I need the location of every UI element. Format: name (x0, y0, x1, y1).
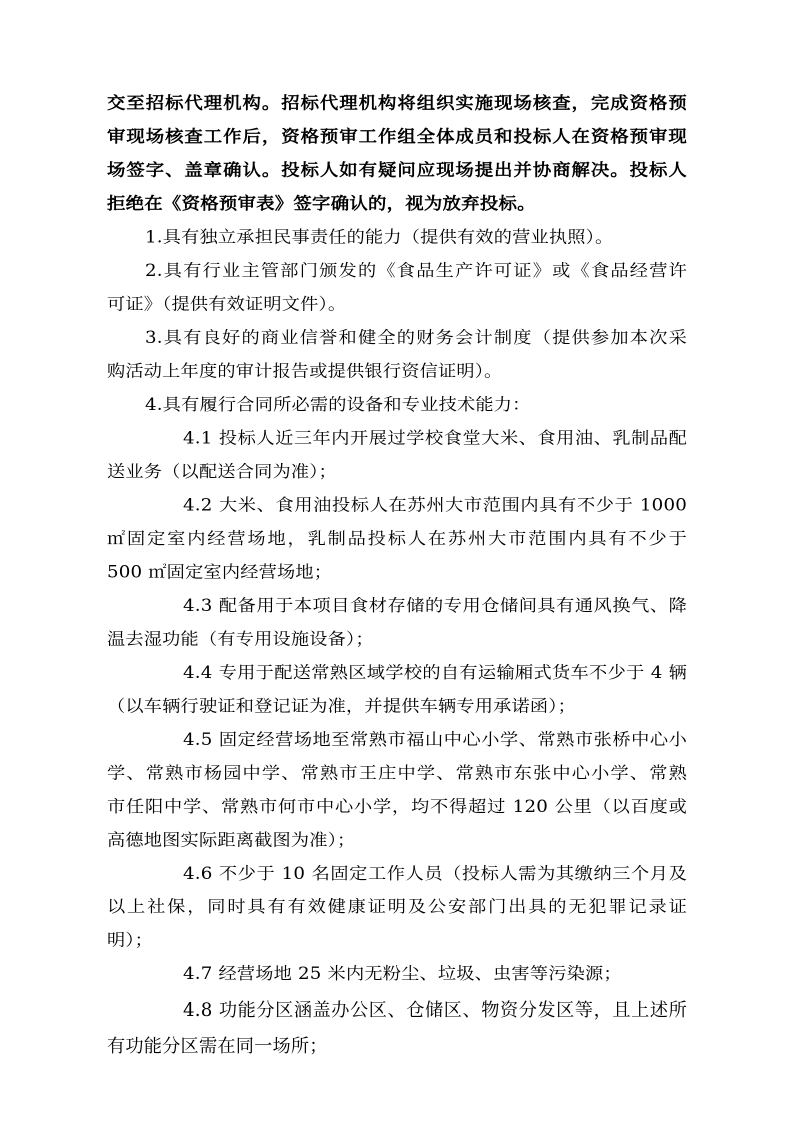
item-2-line-2: 可证》（提供有效证明文件）。 (107, 295, 347, 315)
item-4-8-line-2: 有功能分区需在同一场所； (107, 1036, 328, 1057)
item-4-7-line-1: 4.7 经营场地 25 米内无粉尘、垃圾、虫害等污染源； (183, 964, 622, 984)
item-4-5-line-4: 高德地图实际距离截图为准）； (107, 830, 356, 850)
item-2-line-1: 2.具有行业主管部门颁发的《食品生产许可证》或《食品经营许 (145, 261, 687, 281)
item-4-line-1: 4.具有履行合同所必需的设备和专业技术能力： (145, 395, 531, 415)
item-4-3-line-2: 温去湿功能（有专用设施设备）； (107, 629, 374, 649)
item-4-4-line-2: （以车辆行驶证和登记证为准，并提供车辆专用承诺函）； (107, 696, 576, 716)
item-3-line-1: 3.具有良好的商业信誉和健全的财务会计制度（提供参加本次采 (145, 328, 687, 348)
item-1-line-1: 1.具有独立承担民事责任的能力（提供有效的营业执照）。 (145, 228, 614, 248)
item-4-6-line-2: 以上社保，同时具有有效健康证明及公安部门出具的无犯罪记录证 (107, 897, 687, 917)
item-4-1-line-1: 4.1 投标人近三年内开展过学校食堂大米、食用油、乳制品配 (183, 428, 687, 448)
item-4-3-line-1: 4.3 配备用于本项目食材存储的专用仓储间具有通风换气、降 (183, 596, 687, 616)
item-3-line-2: 购活动上年度的审计报告或提供银行资信证明）。 (107, 362, 503, 382)
intro-line-1: 交至招标代理机构。招标代理机构将组织实施现场核查，完成资格预 (107, 94, 687, 114)
item-4-1-line-2: 送业务（以配送合同为准）； (107, 462, 337, 482)
item-4-5-line-1: 4.5 固定经营场地至常熟市福山中心小学、常熟市张桥中心小 (183, 730, 687, 750)
item-4-5-line-2: 学、常熟市杨园中学、常熟市王庄中学、常熟市东张中心小学、常熟 (107, 763, 687, 783)
item-4-2-line-2: ㎡固定室内经营场地，乳制品投标人在苏州大市范围内具有不少于 (107, 529, 687, 549)
item-4-6-line-1: 4.6 不少于 10 名固定工作人员（投标人需为其缴纳三个月及 (183, 864, 687, 884)
item-4-5-line-3: 市任阳中学、常熟市何市中心小学，均不得超过 120 公里（以百度或 (107, 797, 687, 817)
intro-line-3: 场签字、盖章确认。投标人如有疑问应现场提出并协商解决。投标人 (107, 161, 687, 181)
intro-line-2: 审现场核查工作后，资格预审工作组全体成员和投标人在资格预审现 (107, 127, 687, 147)
item-4-6-line-3: 明）； (107, 931, 154, 951)
item-4-2-line-1: 4.2 大米、食用油投标人在苏州大市范围内具有不少于 1000 (183, 495, 687, 515)
item-4-4-line-1: 4.4 专用于配送常熟区域学校的自有运输厢式货车不少于 4 辆 (183, 663, 687, 683)
intro-line-4: 拒绝在《资格预审表》签字确认的，视为放弃投标。 (107, 194, 536, 214)
item-4-2-line-3: 500 ㎡固定室内经营场地； (107, 562, 333, 582)
item-4-8-line-1: 4.8 功能分区涵盖办公区、仓储区、物资分发区等，且上述所 (183, 1000, 687, 1021)
